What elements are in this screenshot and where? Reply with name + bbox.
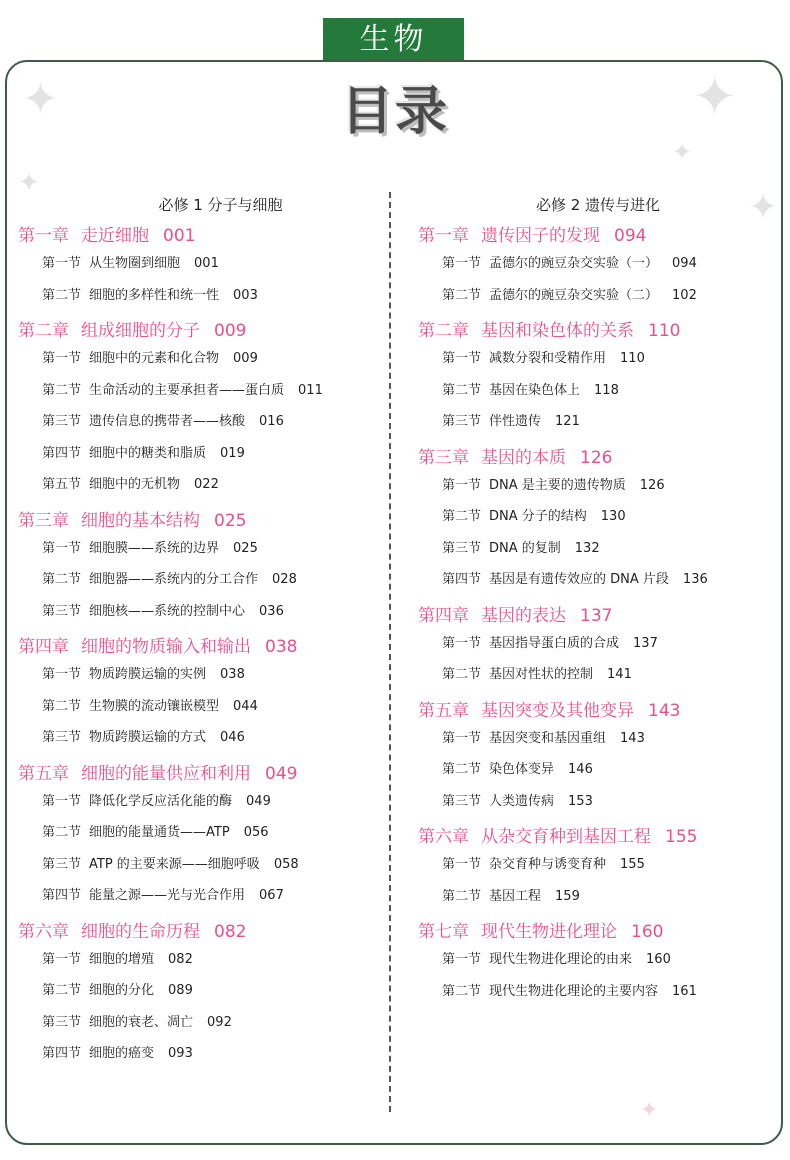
chapter-heading[interactable] [18,635,383,659]
section-title: 减数分裂和受精作用 [489,351,607,366]
section-entry[interactable] [418,501,778,533]
chapter-heading[interactable] [18,762,383,786]
section-label: 第二节 [42,572,82,587]
chapter-title: 细胞的能量供应和利用 [81,763,251,784]
section-page: 126 [639,477,665,493]
section-title: 孟德尔的豌豆杂交实验（二） [489,287,659,303]
section-entry[interactable] [18,1007,383,1039]
section-entry[interactable] [18,659,383,691]
section-page: 161 [672,983,697,999]
chapter-label: 第二章 [18,321,69,341]
toc-column-left [18,192,383,1078]
section-entry[interactable] [418,976,778,1008]
subject-tab: 生物 [323,18,464,62]
section-title: 现代生物进化理论的由来 [489,952,633,967]
section-label: 第二节 [442,287,482,303]
section-label: 第二节 [442,983,482,999]
volume-title: 必修 2 遗传与进化 [535,196,661,214]
section-page: 009 [233,351,258,366]
section-entry[interactable] [18,280,383,312]
section-entry[interactable] [418,470,778,502]
chapter-page: 143 [648,700,681,721]
section-title: 染色体变异 [489,762,555,777]
section-page: 155 [620,857,645,872]
chapter-title: 基因和染色体的关系 [481,321,634,341]
section-label: 第四节 [442,572,482,587]
chapter-page: 137 [580,605,613,626]
section-entry[interactable] [18,944,383,976]
section-entry[interactable] [418,280,778,312]
section-title: 物质跨膜运输的方式 [89,730,207,745]
section-entry[interactable] [18,469,383,501]
chapter-title: 基因突变及其他变异 [481,700,634,721]
section-entry[interactable] [18,975,383,1007]
section-entry[interactable] [18,1038,383,1070]
section-label: 第一节 [442,256,482,271]
chapter-group [418,446,778,596]
section-entry[interactable] [418,786,778,818]
section-title: DNA 分子的结构 [489,509,587,524]
sparkle-star-icon: ✦ [672,138,693,166]
section-page: 036 [259,603,284,619]
section-page: 019 [220,445,245,461]
section-label: 第三节 [42,856,82,872]
section-title: 细胞核——系统的控制中心 [89,603,246,619]
section-page: 160 [646,952,671,967]
section-title: DNA 是主要的遗传物质 [489,477,626,493]
section-entry[interactable] [418,944,778,976]
section-label: 第三节 [442,793,482,809]
section-label: 第二节 [42,983,82,998]
section-title: 细胞的分化 [89,983,155,998]
section-entry[interactable] [418,628,778,660]
section-label: 第一节 [42,256,82,271]
section-page: 046 [220,730,245,745]
section-label: 第三节 [442,414,482,429]
chapter-label: 第五章 [18,763,69,784]
chapter-group [18,762,383,912]
section-page: 141 [607,667,632,682]
section-title: 孟德尔的豌豆杂交实验（一） [489,256,659,271]
chapter-label: 第七章 [418,922,469,942]
section-label: 第一节 [42,793,82,809]
section-entry[interactable] [418,533,778,565]
section-title: 细胞中的无机物 [89,477,181,492]
chapter-heading[interactable] [418,699,778,723]
section-title: 人类遗传病 [489,793,555,809]
sparkle-star-icon: ✦ [748,187,779,228]
section-label: 第三节 [42,730,82,745]
toc-column-right [418,187,779,1015]
section-title: 基因是有遗传效应的 DNA 片段 [489,572,669,587]
section-page: 089 [168,983,193,998]
section-entry[interactable] [18,248,383,280]
section-label: 第三节 [42,1014,82,1030]
chapter-label: 第二章 [418,321,469,341]
section-title: 基因工程 [489,888,542,904]
section-entry[interactable] [18,564,383,596]
section-title: DNA 的复制 [489,540,561,556]
section-entry[interactable] [18,438,383,470]
chapter-heading[interactable] [18,509,383,533]
section-label: 第三节 [442,540,482,556]
chapter-label: 第五章 [418,700,469,721]
chapter-label: 第一章 [418,226,469,246]
section-page: 022 [194,477,219,492]
section-page: 143 [620,730,645,746]
sparkle-star-icon: ✦ [692,65,738,128]
chapter-page: 001 [163,226,196,246]
section-entry[interactable] [18,722,383,754]
section-label: 第一节 [42,540,82,556]
section-title: 现代生物进化理论的主要内容 [489,983,659,999]
section-label: 第二节 [442,382,482,398]
section-entry[interactable] [418,659,778,691]
section-page: 118 [594,382,619,398]
section-title: 细胞器——系统内的分工合作 [89,572,259,587]
section-title: 降低化学反应活化能的酶 [89,793,233,809]
chapter-group [418,224,778,311]
section-entry[interactable] [418,754,778,786]
chapter-group [418,319,778,438]
section-page: 102 [672,287,697,303]
page-title: 目录 [340,82,449,142]
section-label: 第一节 [442,351,482,366]
chapter-label: 第三章 [18,510,69,531]
chapter-title: 细胞的生命历程 [81,921,200,942]
section-page: 028 [272,572,297,587]
section-label: 第二节 [42,382,82,398]
section-entry[interactable] [18,880,383,912]
section-page: 093 [168,1046,193,1061]
section-label: 第一节 [42,667,82,682]
chapter-title: 细胞的基本结构 [81,510,200,531]
section-page: 016 [259,414,284,429]
section-entry[interactable] [418,406,778,438]
chapter-label: 第三章 [418,447,469,468]
section-label: 第四节 [42,1046,82,1061]
chapter-group [418,699,778,818]
chapter-label: 第一章 [18,226,69,246]
chapter-group [18,920,383,1070]
section-entry[interactable] [418,248,778,280]
chapter-page: 160 [631,922,664,942]
chapter-title: 走近细胞 [81,226,149,246]
chapter-heading[interactable] [18,319,383,343]
section-label: 第四节 [42,445,82,461]
chapter-title: 基因的本质 [481,447,566,468]
section-label: 第三节 [42,603,82,619]
section-label: 第二节 [42,825,82,840]
chapter-page: 110 [648,321,681,341]
chapter-heading[interactable] [418,224,778,248]
section-page: 044 [233,698,258,714]
section-page: 130 [600,509,626,524]
section-page: 132 [574,540,600,556]
section-entry[interactable] [18,596,383,628]
section-title: 细胞膜——系统的边界 [89,540,220,556]
chapter-label: 第六章 [18,921,69,942]
section-title: 基因指导蛋白质的合成 [489,635,620,651]
chapter-page: 009 [214,321,247,341]
section-title: 细胞的衰老、凋亡 [89,1014,194,1030]
section-page: 159 [555,888,580,904]
chapter-group [18,319,383,501]
section-title: 生命活动的主要承担者——蛋白质 [89,382,285,398]
section-label: 第二节 [442,667,482,682]
section-title: 从生物圈到细胞 [89,256,181,271]
chapter-heading[interactable] [418,446,778,470]
section-label: 第一节 [442,477,482,493]
section-entry[interactable] [418,723,778,755]
sparkle-star-icon: ✦ [640,1098,659,1123]
section-label: 第二节 [42,287,82,303]
section-entry[interactable] [18,786,383,818]
chapter-label: 第四章 [418,605,469,626]
chapter-page: 155 [665,827,698,847]
chapter-heading[interactable] [18,920,383,944]
section-label: 第二节 [442,509,482,524]
chapter-page: 038 [265,637,298,657]
section-title: 基因突变和基因重组 [489,730,607,746]
section-label: 第一节 [442,635,482,651]
column-divider [389,192,391,1112]
chapter-title: 组成细胞的分子 [81,321,200,341]
section-title: 基因在染色体上 [489,382,581,398]
chapter-heading[interactable] [418,604,778,628]
chapter-heading[interactable] [18,224,383,248]
chapter-page: 094 [614,226,647,246]
chapter-title: 现代生物进化理论 [481,922,617,942]
section-label: 第二节 [442,762,482,777]
section-page: 011 [298,382,323,398]
section-title: 细胞的癌变 [89,1046,155,1061]
section-label: 第一节 [442,730,482,746]
chapter-group [18,509,383,628]
chapter-heading[interactable] [418,825,778,849]
section-title: 生物膜的流动镶嵌模型 [89,698,220,714]
section-entry[interactable] [18,817,383,849]
section-title: 遗传信息的携带者——核酸 [89,414,246,429]
chapter-page: 049 [265,763,298,784]
section-page: 121 [555,414,580,429]
section-entry[interactable] [18,406,383,438]
section-label: 第二节 [442,888,482,904]
section-entry[interactable] [18,849,383,881]
chapter-label: 第四章 [18,637,69,657]
section-page: 146 [568,762,593,777]
chapter-heading[interactable] [418,319,778,343]
chapter-label: 第六章 [418,827,469,847]
section-entry[interactable] [18,533,383,565]
section-entry[interactable] [418,375,778,407]
section-page: 049 [246,793,271,809]
chapter-group [418,604,778,691]
section-title: ATP 的主要来源——细胞呼吸 [89,856,260,872]
section-title: 细胞的增殖 [89,951,155,967]
chapter-group [18,224,383,311]
section-page: 136 [682,572,708,587]
section-page: 001 [194,256,219,271]
section-title: 细胞中的糖类和脂质 [89,445,207,461]
chapter-group [418,825,778,912]
section-label: 第一节 [42,351,82,366]
section-page: 025 [233,540,258,556]
section-page: 056 [243,825,269,840]
section-page: 058 [273,856,299,872]
section-page: 038 [220,667,245,682]
section-label: 第一节 [442,857,482,872]
section-label: 第二节 [42,698,82,714]
sparkle-star-icon: ✦ [18,168,40,198]
section-entry[interactable] [418,343,778,375]
section-page: 003 [233,287,258,303]
section-entry[interactable] [18,691,383,723]
section-label: 第四节 [42,888,82,903]
section-title: 细胞的多样性和统一性 [89,287,220,303]
chapter-page: 025 [214,510,247,531]
section-label: 第五节 [42,477,82,492]
section-page: 153 [568,793,593,809]
volume-title: 必修 1 分子与细胞 [158,196,283,214]
section-page: 094 [672,256,697,271]
section-entry[interactable] [418,881,778,913]
section-title: 基因对性状的控制 [489,667,594,682]
section-label: 第一节 [42,951,82,967]
sparkle-star-icon: ✦ [22,74,59,125]
section-entry[interactable] [18,343,383,375]
chapter-page: 126 [580,447,613,468]
section-page: 137 [633,635,658,651]
chapter-title: 细胞的物质输入和输出 [81,637,251,657]
section-page: 067 [259,888,284,903]
section-page: 110 [620,351,645,366]
section-title: 细胞的能量通货——ATP [89,825,230,840]
section-label: 第三节 [42,414,82,429]
chapter-title: 从杂交育种到基因工程 [481,827,651,847]
section-label: 第一节 [442,952,482,967]
section-title: 伴性遗传 [489,414,542,429]
chapter-group [18,635,383,754]
chapter-page: 082 [214,921,247,942]
section-title: 能量之源——光与光合作用 [89,888,246,903]
section-page: 082 [168,951,193,967]
section-page: 092 [207,1014,232,1030]
chapter-group [418,920,778,1007]
section-title: 杂交育种与诱变育种 [489,857,607,872]
section-entry[interactable] [418,564,778,596]
chapter-title: 基因的表达 [481,605,566,626]
section-entry[interactable] [418,849,778,881]
section-title: 细胞中的元素和化合物 [89,351,220,366]
section-entry[interactable] [18,375,383,407]
chapter-title: 遗传因子的发现 [481,226,600,246]
section-title: 物质跨膜运输的实例 [89,667,207,682]
chapter-heading[interactable] [418,920,778,944]
